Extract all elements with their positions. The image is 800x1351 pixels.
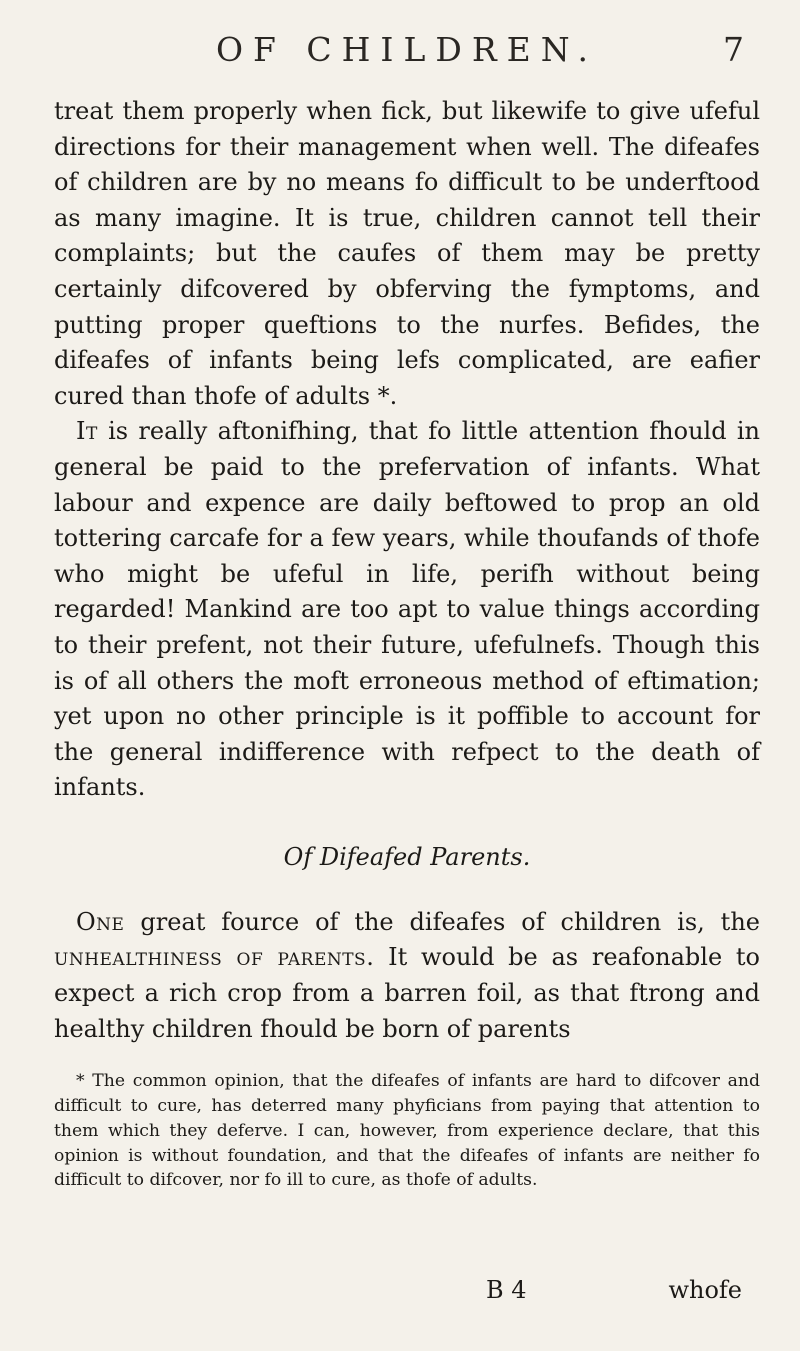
paragraph-continued: treat them properly when fick, but likewife to give ufeful directions for their management when well. The difeafes of children are by no means fo difficult to be underftood as many imagine. It is true, children cannot tell their complaints; but the caufes of them may be pretty certainly difcovered by obferving the fymptoms, and putting proper queftions to the nurfes. Befides, the difeafes of infants being lefs complicated, are eafier cured than thofe of adults *. [54,97,760,410]
section-heading: Of Difeafed Parents. [283,842,531,871]
paragraph-text: It would be as reafonable to expect a rich crop from a barren foil, as that ftrong and healthy children fhould be born of parents [54,943,760,1043]
paragraph-attention-to-infants [54,414,760,806]
emphasis-smallcaps: unhealthiness of parents. [54,943,375,972]
running-head [54,30,760,78]
running-title: OF CHILDREN. [215,30,599,69]
paragraph-text: great fource of the difeafes of children is, the [124,907,760,936]
paragraph-diseased-parents [54,905,760,1047]
paragraph-lead-word: It [76,417,98,446]
catchword: whofe [668,1276,742,1304]
footnote-divider [54,1047,760,1055]
body-text [54,94,760,1047]
footnote: * The common opinion, that the difeafes of infants are hard to difcover and difficult to cure, has deterred many phyficians from paying that attention to them which they deferve. I can, however, from experience declare, that this opinion is without foundation, and that the difeafes of infants are neither fo difficult to difcover, nor fo ill to cure, as thofe of adults. [54,1071,760,1191]
page-footer [54,1276,760,1316]
paragraph-text: is really aftonifhing, that fo little attention fhould in general be paid to the prefervation of infants. What labour and expence are daily beftowed to prop an old tottering carcafe for a few years, while thoufands of thofe who might be ufeful in life, perifh without being regarded! Mankind are too apt to value things according to their prefent, not their future, ufefulnefs. Though this is of all others the moft erroneous method of eftimation; yet upon no other principle is it poffible to account for the general indifference with refpect to the death of infants. [54,417,760,802]
signature-mark: B 4 [486,1276,527,1304]
page-number: 7 [723,30,744,69]
paragraph-lead-word: One [76,907,125,936]
